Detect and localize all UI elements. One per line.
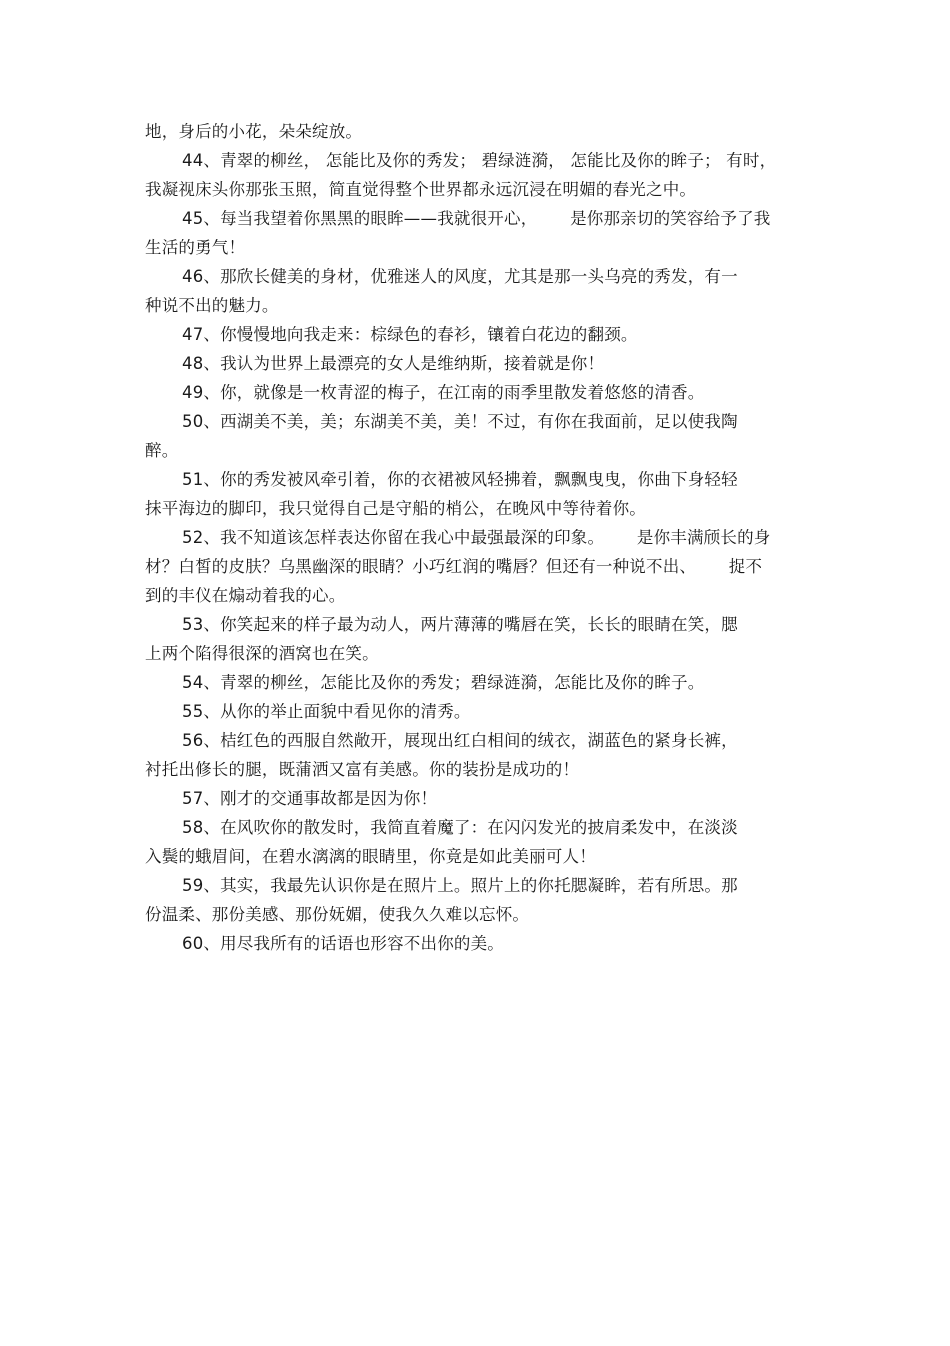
- document-body: [145, 117, 815, 958]
- text-line: 58、在风吹你的散发时，我简直着魔了：在闪闪发光的披肩柔发中，在淡淡: [182, 818, 738, 837]
- text-line: 入鬓的蛾眉间，在碧水漓漓的眼睛里，你竟是如此美丽可人！: [145, 847, 596, 866]
- text-line: 57、刚才的交通事故都是因为你！: [182, 789, 438, 808]
- text-line: 51、你的秀发被风牵引着，你的衣裙被风轻拂着，飘飘曳曳，你曲下身轻轻: [182, 470, 738, 489]
- text-line: 到的丰仪在煽动着我的心。: [145, 586, 346, 605]
- text-line: 59、其实，我最先认识你是在照片上。照片上的你托腮凝眸，若有所思。那: [182, 876, 738, 895]
- text-line: 生活的勇气！: [145, 238, 246, 257]
- text-line: 53、你笑起来的样子最为动人，两片薄薄的嘴唇在笑，长长的眼睛在笑，腮: [182, 615, 738, 634]
- text-line: 47、你慢慢地向我走来：棕绿色的春衫，镶着白花边的翻颈。: [182, 325, 638, 344]
- text-line: 45、每当我望着你黑黑的眼眸——我就很开心， 是你那亲切的笑容给予了我: [182, 209, 771, 228]
- text-line: 地，身后的小花，朵朵绽放。: [145, 122, 363, 141]
- text-line: 46、那欣长健美的身材，优雅迷人的风度，尤其是那一头乌亮的秀发，有一: [182, 267, 738, 286]
- text-line: 抹平海边的脚印，我只觉得自己是守船的梢公，在晚风中等待着你。: [145, 499, 646, 518]
- text-line: 醉。: [145, 441, 179, 460]
- text-line: 44、青翠的柳丝， 怎能比及你的秀发； 碧绿涟漪， 怎能比及你的眸子； 有时，: [182, 151, 777, 170]
- text-line: 我凝视床头你那张玉照，简直觉得整个世界都永远沉浸在明媚的春光之中。: [145, 180, 697, 199]
- text-line: 上两个陷得很深的酒窝也在笑。: [145, 644, 379, 663]
- text-line: 48、我认为世界上最漂亮的女人是维纳斯，接着就是你！: [182, 354, 605, 373]
- text-line: 60、用尽我所有的话语也形容不出你的美。: [182, 934, 504, 953]
- text-line: 种说不出的魅力。: [145, 296, 279, 315]
- text-line: 材？白皙的皮肤？乌黑幽深的眼睛？小巧红润的嘴唇？但还有一种说不出、 捉不: [145, 557, 763, 576]
- text-line: 56、桔红色的西服自然敞开，展现出红白相间的绒衣，湖蓝色的紧身长裤，: [182, 731, 738, 750]
- text-line: 衬托出修长的腿，既蒲洒又富有美感。你的装扮是成功的！: [145, 760, 580, 779]
- text-line: 份温柔、那份美感、那份妩媚，使我久久难以忘怀。: [145, 905, 530, 924]
- text-line: 52、我不知道该怎样表达你留在我心中最强最深的印象。 是你丰满颀长的身: [182, 528, 771, 547]
- text-line: 49、你，就像是一枚青涩的梅子，在江南的雨季里散发着悠悠的清香。: [182, 383, 705, 402]
- text-line: 50、西湖美不美，美；东湖美不美，美！不过，有你在我面前，足以使我陶: [182, 412, 738, 431]
- text-line: 54、青翠的柳丝，怎能比及你的秀发；碧绿涟漪，怎能比及你的眸子。: [182, 673, 705, 692]
- text-line: 55、从你的举止面貌中看见你的清秀。: [182, 702, 471, 721]
